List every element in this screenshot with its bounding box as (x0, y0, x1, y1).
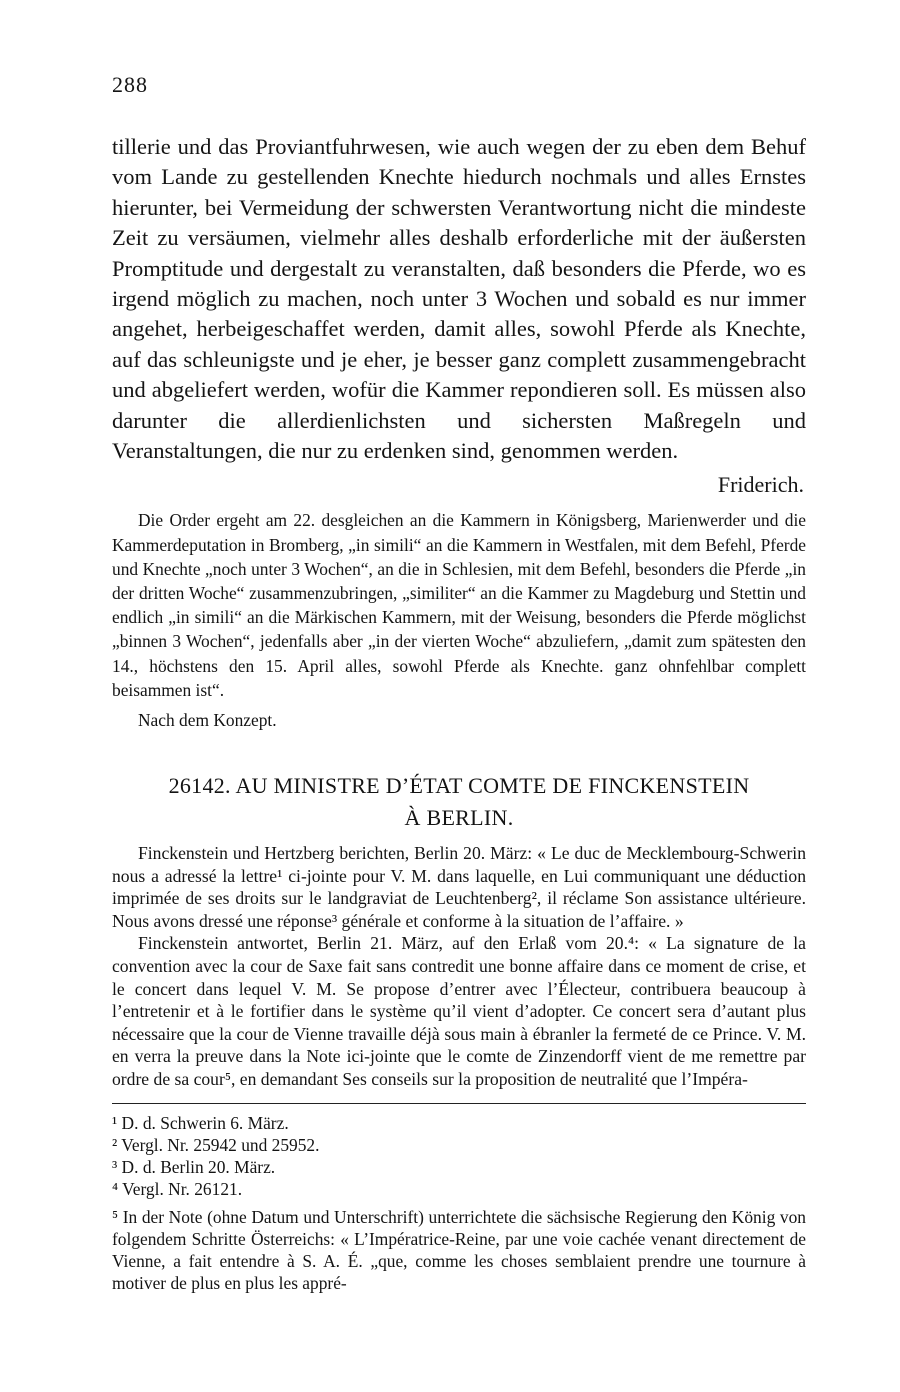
main-text-paragraph: tillerie und das Proviantfuhrwesen, wie auch wegen der zu eben dem Behuf vom Lande zu gestellenden Knechte hiedurch nochmals und alles Ernstes hierunter, bei Vermeidung der schwersten Verantwortung nicht die mindeste Zeit zu versäumen, vielmehr alles deshalb erforderliche mit der äußersten Promptitude und dergestalt zu veranstalten, daß besonders die Pferde, wo es irgend möglich zu machen, noch unter 3 Wochen und sobald es nur immer angehet, herbeigeschaffet werden, damit alles, sowohl Pferde als Knechte, auf das schleunigste und je eher, je besser ganz complett zusammengebracht und abgeliefert werden, wofür die Kammer repondieren soll. Es müssen also darunter die allerdienlichsten und sichersten Maßregeln und Veranstaltungen, die nur zu erdenken sind, genommen werden. (112, 134, 806, 464)
page-number: 288 (112, 72, 148, 97)
footnote: ⁴ Vergl. Nr. 26121. (112, 1178, 243, 1199)
order-note: Die Order ergeht am 22. desgleichen an die Kammern in Königsberg, Marienwerder und die Kammerdeputation in Bromberg, „in simili“ an die Kammern in Westfalen, mit dem Befehl, Pferde und Knechte „noch unter 3 Wochen“, an die in Schlesien, mit dem Befehl, besonders die Pferde „in der dritten Woche“ zusammenzubringen, „similiter“ an die Kammer zu Magdeburg und Stettin und endlich „in simili“ an die Märkischen Kammern, mit der Weisung, besonders die Pferde möglichst „binnen 3 Wochen“, jedenfalls aber „in der vierten Woche“ abzuliefern, „damit zum spätesten den 14., höchstens den 15. April alles, sowohl Pferde als Knechte. ganz ohnfehlbar complett beisammen ist“. (112, 510, 806, 700)
footnote-divider (112, 1103, 806, 1104)
footnote: ¹ D. d. Schwerin 6. März. (112, 1112, 289, 1133)
signature: Friderich. (717, 472, 804, 498)
letter-paragraph: Finckenstein antwortet, Berlin 21. März, auf den Erlaß vom 20.⁴: « La signature de la convention avec la cour de Saxe fait sans contredit une bonne affaire dans ce moment de crise, et le concert dans lequel V. M. Se propose d’entrer avec l’Électeur, contribuera beaucoup à l’entretenir et à le fortifier dans le système qu’il vient d’adopter. Ce concert sera d’autant plus nécessaire que la cour de Vienne travaille déjà sous main à ébranler la fermeté de ce Prince. V. M. en verra la preuve dans la Note ici-jointe que le comte de Zinzendorff vient de me remettre par ordre de sa cour⁵, en demandant Ses conseils sur la proposition de neutralité que l’Impéra- (112, 933, 806, 1090)
footnotes (112, 1112, 806, 1200)
footnote: ³ D. d. Berlin 20. März. (112, 1156, 276, 1177)
heading-line-1: 26142. AU MINISTRE D’ÉTAT COMTE DE FINCKENSTEIN (168, 773, 750, 799)
footnote: ² Vergl. Nr. 25942 und 25952. (112, 1134, 320, 1155)
footnote-long: ⁵ In der Note (ohne Datum und Unterschrift) unterrichtete die sächsische Regierung den König von folgendem Schritte Österreichs: « L’Impératrice-Reine, par une voie cachée venant directement de Vienne, a fait entendre à S. A. É. „que, comme les choses semblaient prendre une tournure à motiver de plus en plus les appré- (112, 1206, 806, 1293)
source-note: Nach dem Konzept. (138, 710, 277, 731)
heading-line-2: À BERLIN. (404, 805, 514, 831)
letter-paragraph: Finckenstein und Hertzberg berichten, Berlin 20. März: « Le duc de Mecklembourg-Schwerin nous a adressé la lettre¹ ci-jointe pour V. M. dans laquelle, en Lui communiquant une déduction imprimée de ses droits sur le landgraviat de Leuchtenberg², il réclame Son assistance ultérieure. Nous avons dressé une réponse³ générale et conforme à la situation de l’affaire. » (112, 843, 806, 931)
document-heading (112, 770, 806, 834)
